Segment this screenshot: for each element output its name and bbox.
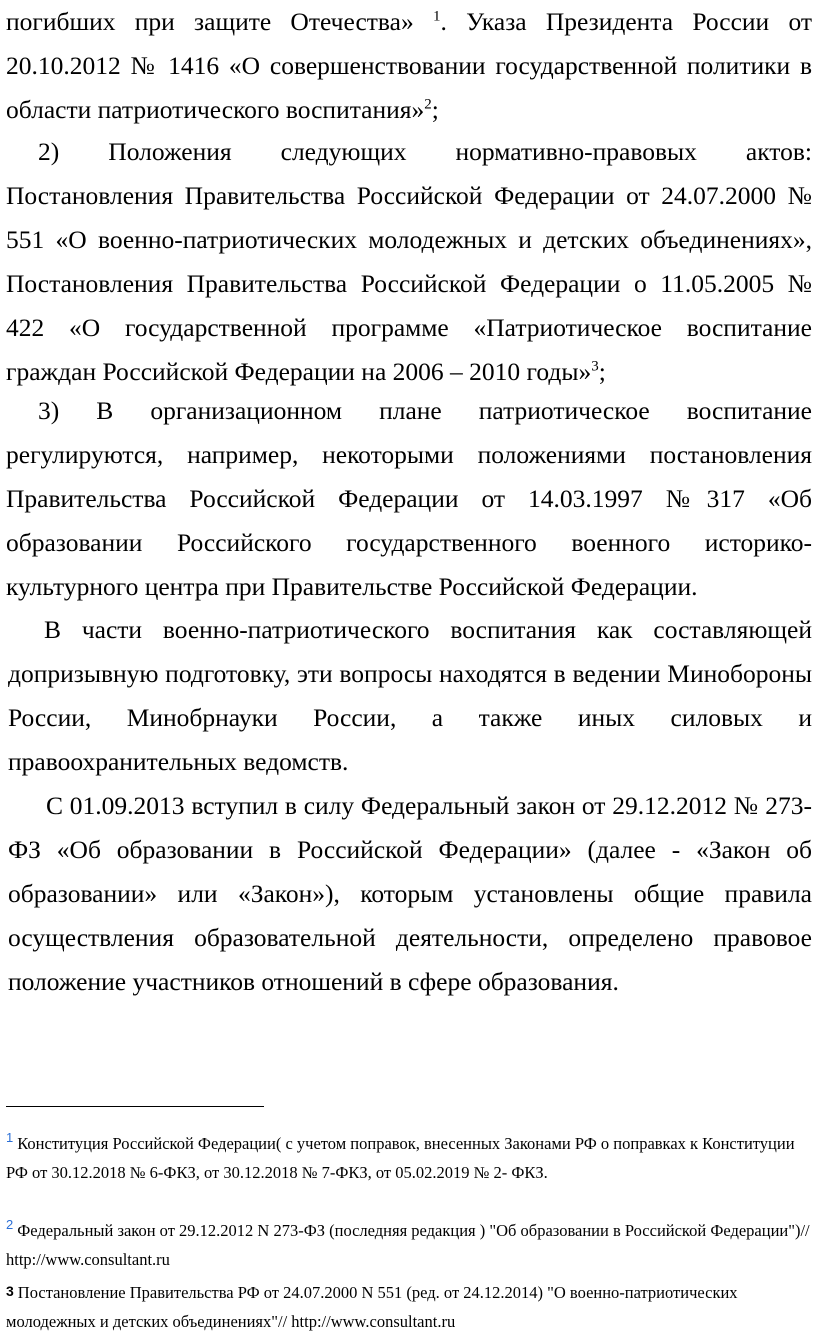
paragraph-1-text-b: . Указа Президента России от 20.10.2012 № 1416 «О совершенствовании государственной политики в области патриотического воспитания»	[6, 7, 812, 124]
paragraph-1-text-a: погибших при защите Отечества»	[6, 7, 414, 36]
footnote-separator	[6, 1106, 264, 1107]
paragraph-2-text-a: 2) Положения следующих нормативно-правовых актов: Постановления Правительства Российской Федерации от 24.07.2000 № 551 «О военно-патриотических молодежных и детских объединениях», Постановления Правительства Российской Федерации о 11.05.2005 № 422 «О государственной программе «Патриотическое воспитание граждан Российской Федерации на 2006 – 2010 годы»	[6, 137, 812, 386]
paragraph-2-text-b: ;	[598, 357, 606, 386]
footnote-ref-2[interactable]: 2	[424, 96, 432, 113]
paragraph-1	[6, 0, 812, 132]
paragraph-2	[6, 130, 812, 394]
paragraph-3: 3) В организационном плане патриотическое воспитание регулируются, например, некоторыми положениями постановления Правительства Российской Федерации от 14.03.1997 №317 «Об образовании Российского государственного военного историко-культурного центра при Правительстве Российской Федерации.	[6, 396, 812, 601]
footnote-ref-1[interactable]: 1	[432, 8, 441, 25]
footnote-2-text: Федеральный закон от 29.12.2012 N 273-ФЗ (последняя редакция ) "Об образовании в Российской Федерации")// http://www.consultant.ru	[6, 1221, 810, 1270]
footnote-2	[6, 1210, 812, 1274]
footnote-1	[6, 1123, 812, 1187]
footnote-2-number: 2	[6, 1217, 14, 1232]
paragraph-1-text-c: ;	[431, 95, 439, 124]
footnote-1-number: 1	[6, 1130, 14, 1145]
footnote-3-text: Постановление Правительства РФ от 24.07.2000 N 551 (ред. от 24.12.2014) "О военно-патриотических молодежных и детских объединениях"// http://www.consultant.ru	[6, 1283, 738, 1332]
paragraph-5: С 01.09.2013 вступил в силу Федеральный закон от 29.12.2012 № 273-ФЗ «Об образовании в Российской Федерации» (далее - «Закон об образовании» или «Закон»), которым установлены общие правила осуществления образовательной деятельности, определено правовое положение участников отношений в сфере образования.	[8, 791, 812, 996]
paragraph-4: В части военно-патриотического воспитания как составляющей допризывную подготовку, эти вопросы находятся в ведении Минобороны России, Минобрнауки России, а также иных силовых и правоохранительных ведомств.	[8, 615, 812, 776]
footnote-ref-3[interactable]: 3	[591, 358, 599, 375]
footnote-3-number: 3	[6, 1283, 14, 1299]
footnote-3	[6, 1277, 812, 1336]
footnote-1-text: Конституция Российской Федерации( с учетом поправок, внесенных Законами РФ о поправках к Конституции РФ от 30.12.2018 № 6-ФКЗ, от 30.12.2018 № 7-ФКЗ, от 05.02.2019 № 2- ФКЗ.	[6, 1134, 795, 1183]
